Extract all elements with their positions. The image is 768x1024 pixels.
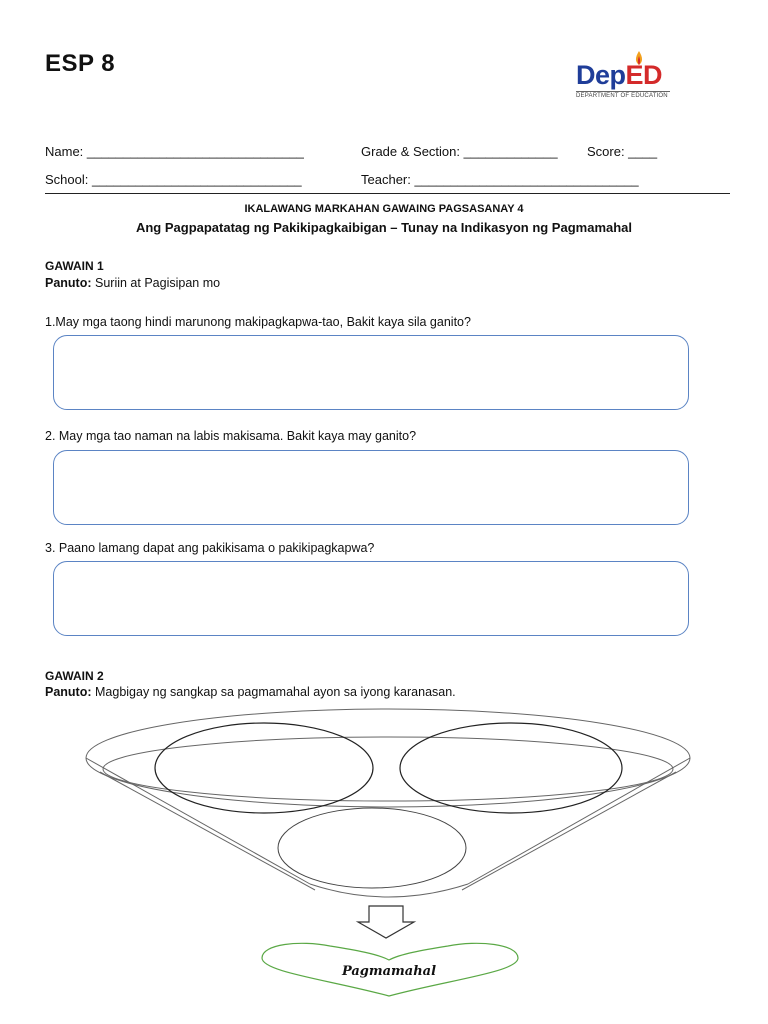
score-field[interactable]: Score: ____	[587, 144, 658, 159]
logo-dep-text: Dep	[576, 60, 626, 90]
gawain1-label: GAWAIN 1	[45, 259, 104, 273]
worksheet-title: ESP 8	[45, 50, 116, 77]
logo-ed-text: ED	[625, 60, 663, 90]
logo-wordmark	[576, 60, 662, 90]
logo-subtitle: DEPARTMENT OF EDUCATION	[576, 91, 670, 99]
gawain1-panuto-text: Suriin at Pagisipan mo	[91, 276, 221, 290]
teacher-field[interactable]: Teacher: _______________________________	[361, 172, 639, 187]
gawain2-panuto-text: Magbigay ng sangkap sa pagmamahal ayon sa iyong karanasan.	[91, 685, 456, 699]
grade-section-field[interactable]: Grade & Section: _____________	[361, 144, 558, 159]
deped-logo	[574, 60, 684, 106]
quarter-heading: IKALAWANG MARKAHAN GAWAING PAGSASANAY 4	[244, 203, 524, 215]
name-field[interactable]: Name: ______________________________	[45, 144, 304, 159]
ingredient-circle-bottom[interactable]	[278, 808, 466, 888]
gawain1-panuto-label: Panuto:	[45, 276, 92, 290]
gawain1-instruction	[45, 276, 220, 290]
ingredient-circle-right[interactable]	[400, 723, 622, 813]
question-2: 2. May mga tao naman na labis makisama. Bakit kaya may ganito?	[45, 429, 417, 443]
gawain2-panuto-label: Panuto:	[45, 685, 92, 699]
answer-box-3[interactable]	[53, 561, 689, 636]
heart-label: Pagmamahal	[341, 964, 437, 979]
question-3: 3. Paano lamang dapat ang pakikisama o pakikipagkapwa?	[45, 541, 375, 555]
topic-heading: Ang Pagpapatatag ng Pakikipagkaibigan – Tunay na Indikasyon ng Pagmamahal	[135, 220, 633, 235]
answer-box-1[interactable]	[53, 335, 689, 410]
funnel-diagram	[0, 700, 768, 1024]
gawain2-label: GAWAIN 2	[45, 669, 104, 683]
gawain2-instruction	[45, 685, 456, 699]
header-divider	[45, 193, 730, 194]
question-1: 1.May mga taong hindi marunong makipagkapwa-tao, Bakit kaya sila ganito?	[45, 315, 471, 329]
school-field[interactable]: School: _____________________________	[45, 172, 302, 187]
answer-box-2[interactable]	[53, 450, 689, 525]
down-arrow-icon	[358, 906, 414, 938]
ingredient-circle-left[interactable]	[155, 723, 373, 813]
